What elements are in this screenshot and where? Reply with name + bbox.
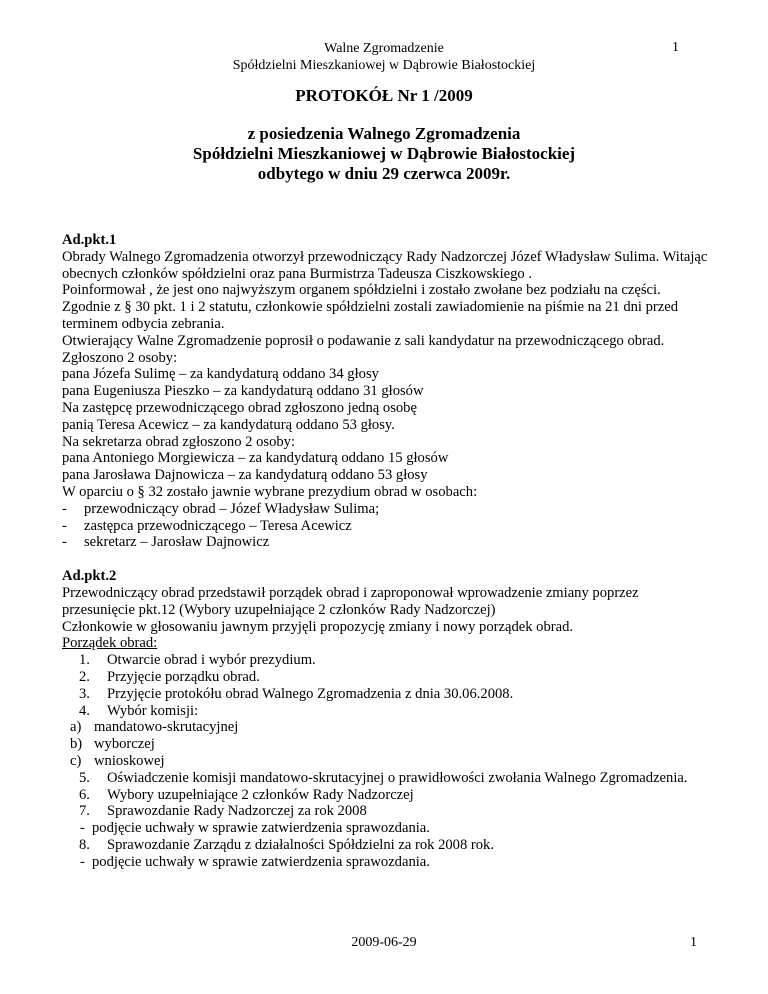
- section-1-heading: Ad.pkt.1: [62, 232, 117, 248]
- page-header: [0, 40, 768, 74]
- header-line-1: Walne Zgromadzenie: [324, 41, 444, 56]
- agenda-item: 4. Wybór komisji:: [79, 702, 199, 719]
- section-1-paragraph: pana Eugeniusza Pieszko – za kandydaturą oddano 31 głosów: [62, 383, 424, 400]
- agenda-item: 7. Sprawozdanie Rady Nadzorczej za rok 2008: [79, 803, 367, 820]
- agenda-subitem: a) mandatowo-skrutacyjnej: [70, 719, 239, 736]
- agenda-subitem: - podjęcie uchwały w sprawie zatwierdzenia sprawozdania.: [80, 853, 430, 870]
- agenda-item: 2. Przyjęcie porządku obrad.: [79, 668, 260, 685]
- subtitle-line-1: z posiedzenia Walnego Zgromadzenia: [247, 124, 521, 143]
- footer-date: 2009-06-29: [351, 935, 417, 950]
- document-title: PROTOKÓŁ Nr 1 /2009: [295, 86, 473, 105]
- header-line-2: Spółdzielni Mieszkaniowej w Dąbrowie Białostockiej: [232, 58, 536, 73]
- agenda-subitem: b) wyborczej: [70, 736, 155, 753]
- section-1-paragraph: Obrady Walnego Zgromadzenia otworzył przewodniczący Rady Nadzorczej Józef Władysław Sulima. Witając obecnych członków spółdzielni oraz pana Burmistrza Tadeusza Ciszkowskiego .: [62, 248, 708, 282]
- subtitle-line-3: odbytego w dniu 29 czerwca 2009r.: [257, 164, 511, 183]
- document-body: [62, 232, 712, 870]
- section-1-paragraph: pana Antoniego Morgiewicza – za kandydaturą oddano 15 głosów: [62, 450, 449, 467]
- agenda-item: 1. Otwarcie obrad i wybór prezydium.: [79, 652, 316, 669]
- section-1-paragraph: panią Teresa Acewicz – za kandydaturą oddano 53 głosy.: [62, 416, 395, 433]
- section-1-paragraph: Otwierający Walne Zgromadzenie poprosił o podawanie z sali kandydatur na przewodniczącego obrad. Zgłoszono 2 osoby:: [62, 332, 665, 366]
- section-1-paragraph: Na zastępcę przewodniczącego obrad zgłoszono jedną osobę: [62, 399, 417, 416]
- section-1-paragraph: pana Józefa Sulimę – za kandydaturą oddano 34 głosy: [62, 366, 379, 383]
- section-1-paragraph: Poinformował , że jest ono najwyższym organem spółdzielni i zostało zwołane bez podziału na części.: [62, 282, 661, 299]
- document-subtitle: [0, 124, 768, 184]
- section-1-paragraph: Zgodnie z § 30 pkt. 1 i 2 statutu, członkowie spółdzielni zostali zawiadomienie na piśmie na 21 dni przed terminem odbycia zebrania.: [62, 299, 679, 332]
- section-2-heading: Ad.pkt.2: [62, 568, 117, 585]
- subtitle-line-2: Spółdzielni Mieszkaniowej w Dąbrowie Białostockiej: [192, 144, 576, 163]
- section-2-paragraph: Przewodniczący obrad przedstawił porządek obrad i zaproponował wprowadzenie zmiany poprzez przesunięcie pkt.12 (Wybory uzupełniające 2 członków Rady Nadzorczej): [62, 584, 639, 618]
- agenda-subitem: - podjęcie uchwały w sprawie zatwierdzenia sprawozdania.: [80, 820, 430, 837]
- agenda-label: Porządek obrad:: [62, 635, 158, 652]
- section-1-paragraph: W oparciu o § 32 zostało jawnie wybrane prezydium obrad w osobach:: [62, 483, 478, 500]
- presidium-item: - przewodniczący obrad – Józef Władysław Sulima;: [62, 500, 380, 517]
- agenda-item: 8. Sprawozdanie Zarządu z działalności Spółdzielni za rok 2008 rok.: [79, 836, 495, 853]
- agenda-item: 3. Przyjęcie protokółu obrad Walnego Zgromadzenia z dnia 30.06.2008.: [79, 685, 514, 702]
- presidium-item: - sekretarz – Jarosław Dajnowicz: [62, 534, 270, 551]
- section-2-paragraph: Członkowie w głosowaniu jawnym przyjęli propozycję zmiany i nowy porządek obrad.: [62, 618, 574, 635]
- section-1-paragraph: Na sekretarza obrad zgłoszono 2 osoby:: [62, 433, 296, 450]
- header-page-number: 1: [672, 40, 679, 55]
- agenda-item: 6. Wybory uzupełniające 2 członków Rady Nadzorczej: [79, 786, 414, 803]
- agenda-item: 5. Oświadczenie komisji mandatowo-skrutacyjnej o prawidłowości zwołania Walnego Zgromadzenia.: [79, 769, 688, 786]
- footer-page-number: 1: [690, 935, 697, 950]
- agenda-subitem: c) wnioskowej: [70, 752, 165, 769]
- presidium-item: - zastępca przewodniczącego – Teresa Acewicz: [62, 517, 352, 534]
- section-1-paragraph: pana Jarosława Dajnowicza – za kandydaturą oddano 53 głosy: [62, 467, 428, 484]
